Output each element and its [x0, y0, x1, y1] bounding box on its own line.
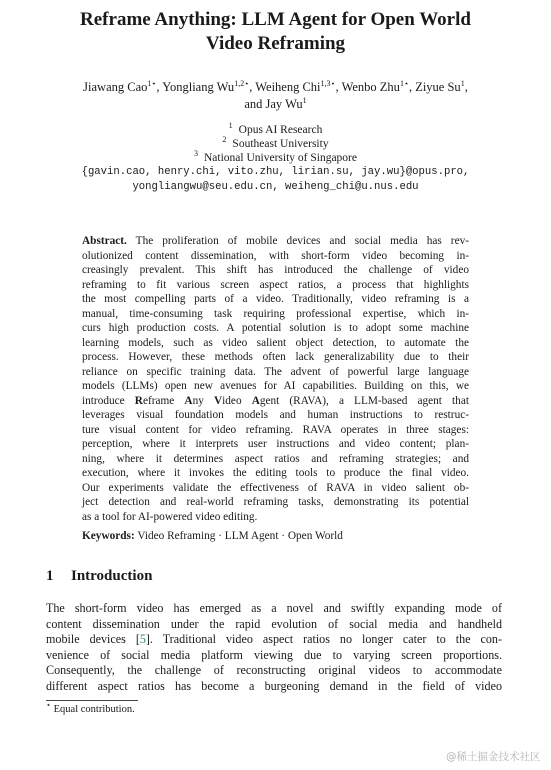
keywords-text: Video Reframing · LLM Agent · Open World: [134, 530, 343, 542]
email-line-2: yongliangwu@seu.edu.cn, weiheng_chi@u.nus.edu: [132, 180, 419, 193]
abstract-line: leverages visual foundation models and human instructions to restruc-: [82, 409, 469, 421]
section-title: Introduction: [71, 568, 153, 584]
affiliation-3: $^3$ National University of Singapore: [194, 149, 357, 164]
abstract-line-rava: introduce Reframe Any Video Agent (RAVA), a LLM-based agent that: [82, 394, 469, 407]
section-heading: [46, 568, 152, 585]
abstract-line: perception, where it interprets user instructions and video content; plan-: [82, 438, 469, 450]
body-line: content dissemination under the rapid evolution of social media and handheld: [46, 616, 502, 631]
abstract-line: curs high production costs. A potential solution is to adopt some machine: [82, 322, 469, 334]
footnote-rule: [46, 700, 138, 701]
affiliation-1: $^1$ Opus AI Research: [228, 121, 323, 136]
abstract: [82, 234, 469, 524]
footnote: [46, 700, 135, 715]
citation-link[interactable]: 5: [139, 632, 146, 646]
affiliations: [0, 123, 551, 165]
abstract-line: creasingly prevalent. This shift has introduced the challenge of video: [82, 264, 469, 276]
footnote-text: Equal contribution.: [51, 704, 135, 715]
abstract-line: learning models, such as video salient object detection, to automate the: [82, 336, 469, 349]
body-line-citation: mobile devices [5]. Traditional video aspect ratios no longer cater to the con-: [46, 632, 502, 646]
abstract-line: execution, where it invokes the editing tools to produce the final video.: [82, 467, 469, 479]
author-line-2: and Jay Wu$^1$: [244, 95, 307, 111]
footnote-mark: ⋆: [46, 700, 52, 710]
body-line: Consequently, the challenge of reconstructing original videos to accommodate: [46, 663, 502, 677]
abstract-line: Abstract. The proliferation of mobile devices and social media has rev-: [82, 235, 469, 247]
watermark: @稀土掘金技术社区: [446, 751, 541, 763]
keywords: [82, 529, 469, 544]
abstract-line: reframing to fit various screen aspect ratios, a process that highlights: [82, 278, 469, 291]
abstract-line: ture visual content for video reframing. RAVA operates in three stages:: [82, 423, 469, 436]
abstract-line: ject detection and real-world reframing tasks, demonstrating its potential: [82, 496, 469, 508]
intro-paragraph: [46, 601, 502, 694]
title-line-2: Video Reframing: [205, 33, 346, 54]
author-line-1: Jiawang Cao$^{1⋆}$, Yongliang $Wu^{1,2⋆}$, Weiheng Chi$^{1,3⋆}$, Wenbo Zhu$^{1⋆}$, Ziyue Su$^1$,: [83, 78, 468, 94]
affiliation-2: $^2$ Southeast University: [222, 135, 329, 150]
abstract-line: manual, time-consuming task requiring professional expertise, which in-: [82, 307, 469, 320]
abstract-line: process. However, these methods often lack generalizability due to their: [82, 351, 469, 363]
section-number: 1: [46, 568, 54, 584]
abstract-line: as a tool for AI-powered video editing.: [82, 510, 258, 523]
abstract-line: reliance on specific training data. The advent of powerful large language: [82, 365, 469, 378]
title-line-1: Reframe Anything: LLM Agent for Open World: [80, 9, 471, 30]
body-line: The short-form video has emerged as a novel and swiftly expanding mode of: [46, 601, 502, 615]
abstract-line: Our experiments validate the effectiveness of RAVA in video salient ob-: [82, 481, 469, 494]
body-line: venience of social media platform viewing due to varying screen proportions.: [46, 647, 502, 662]
abstract-line: olutionized content dissemination, with short-form video becoming in-: [82, 249, 469, 262]
paper-title: [0, 8, 551, 56]
abstract-line: ning, where it determines aspect ratios and reframing strategies; and: [82, 452, 469, 465]
abstract-label: Abstract.: [82, 235, 127, 247]
email-line-1: {gavin.cao, henry.chi, vito.zhu, lirian.su, jay.wu}@opus.pro,: [81, 166, 470, 178]
abstract-line: models (LLMs) open new avenues for AI capabilities. Building on this, we: [82, 380, 469, 392]
author-emails: [0, 165, 551, 194]
keywords-label: Keywords:: [82, 530, 135, 542]
author-list: [30, 79, 521, 113]
abstract-line: the most compelling parts of a video. Traditionally, video reframing is a: [82, 293, 469, 305]
body-line: different aspect ratios has become a burgeoning demand in the field of video: [46, 678, 502, 693]
